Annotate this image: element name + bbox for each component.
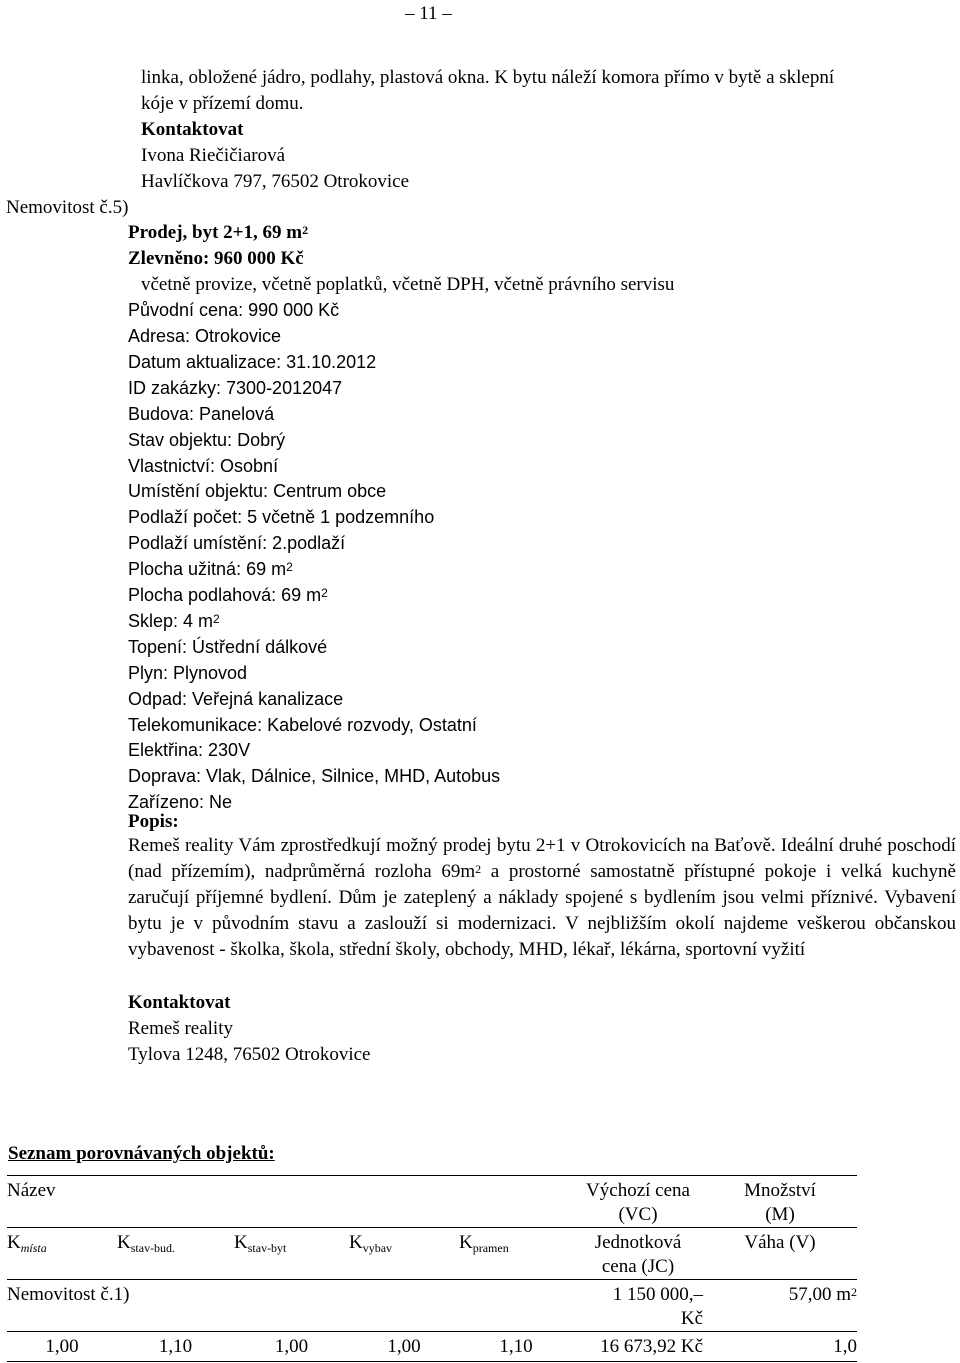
popis-label: Popis: [128, 811, 179, 832]
detail-sup: 2 [286, 560, 293, 575]
row1-name: Nemovitost č.1) [7, 1284, 130, 1305]
detail-text: Umístění objektu: Centrum obce [128, 481, 387, 502]
k-mista-header [7, 1228, 117, 1280]
k-stav-bud-header [117, 1228, 234, 1280]
k-pramen-header [459, 1228, 573, 1280]
detail-line [128, 353, 376, 371]
detail-text: Podlaží počet: 5 včetně 1 podzemního [128, 507, 435, 528]
detail-text: Zařízeno: Ne [128, 792, 233, 813]
property-description [128, 833, 956, 963]
col-name-header: Název [7, 1180, 56, 1201]
k-vybav-header [349, 1228, 459, 1280]
detail-text: ID zakázky: 7300-2012047 [128, 377, 343, 398]
property-includes: včetně provize, včetně poplatků, včetně DPH, včetně právního servisu [141, 274, 675, 295]
unit-price-line-1: Jednotková [594, 1232, 682, 1253]
k-pramen-sub: pramen [472, 1241, 509, 1255]
comparison-heading: Seznam porovnávaných objektů: [8, 1143, 275, 1164]
original-price-text: Původní cena: 990 000 Kč [128, 300, 340, 320]
table-row [7, 1332, 857, 1362]
quantity-line-2: (M) [765, 1204, 795, 1225]
detail-line [128, 379, 342, 397]
detail-text: Vlastnictví: Osobní [128, 455, 279, 476]
detail-line [128, 482, 386, 500]
property-contact-label: Kontaktovat [128, 992, 231, 1013]
detail-line [128, 793, 232, 811]
table-header-row-1 [7, 1176, 857, 1228]
detail-line [128, 690, 343, 708]
detail-text: Plyn: Plynovod [128, 662, 248, 683]
detail-line [128, 716, 477, 734]
row2-k-mista: 1,00 [45, 1336, 79, 1357]
detail-text: Stav objektu: Dobrý [128, 429, 286, 450]
description-part-a: Remeš reality Vám zprostředkují možný prodej bytu 2+1 v Otrokovicích na Baťově. Ideální druhé poschodí (nad přízemím), nadprůměrná rozloha 69m [128, 835, 956, 882]
detail-text: Sklep: 4 m [128, 610, 214, 631]
row1-qty-text: 57,00 m [788, 1284, 852, 1305]
detail-line [128, 741, 250, 759]
row1-price-line-2: Kč [680, 1308, 704, 1329]
detail-sup: 2 [321, 586, 328, 600]
row2-k-vybav: 1,00 [387, 1336, 421, 1357]
row2-weight: 1,0 [833, 1336, 858, 1357]
property-title-text: Prodej, byt 2+1, 69 m [128, 222, 303, 243]
detail-line [128, 612, 220, 630]
property-contact-name: Remeš reality [128, 1018, 233, 1039]
k-mista-sub: místa [20, 1241, 47, 1255]
property-title [128, 223, 308, 242]
detail-text: Odpad: Veřejná kanalizace [128, 688, 344, 709]
table-row [7, 1280, 857, 1332]
detail-text: Elektřina: 230V [128, 740, 251, 761]
table-header-row-2 [7, 1228, 857, 1280]
detail-sup: 2 [213, 611, 220, 626]
col-weight-header: Váha (V) [744, 1232, 816, 1253]
k-letter: K [459, 1232, 473, 1253]
detail-line [128, 767, 500, 785]
row2-k-stav-byt: 1,00 [274, 1336, 309, 1357]
start-price-line-2: (VC) [618, 1204, 658, 1225]
intro-line-2: kóje v přízemí domu. [141, 93, 304, 114]
property-title-sup: 2 [302, 223, 309, 237]
quantity-line-1: Množství [744, 1180, 816, 1201]
row1-price [573, 1280, 703, 1332]
row2-k-pramen: 1,10 [499, 1336, 533, 1357]
row1-qty-sup: 2 [851, 1285, 858, 1299]
col-start-price-header [573, 1176, 703, 1228]
property-label: Nemovitost č.5) [6, 197, 129, 218]
detail-text: Telekomunikace: Kabelové rozvody, Ostatní [128, 714, 477, 735]
detail-line [128, 534, 345, 552]
unit-price-line-2: cena (JC) [601, 1256, 675, 1277]
k-letter: K [7, 1232, 21, 1253]
detail-text: Topení: Ústřední dálkové [128, 636, 328, 657]
property-contact-address: Tylova 1248, 76502 Otrokovice [128, 1044, 371, 1065]
detail-text: Plocha podlahová: 69 m [128, 585, 322, 605]
detail-text: Doprava: Vlak, Dálnice, Silnice, MHD, Autobus [128, 766, 501, 787]
detail-text: Budova: Panelová [128, 403, 275, 424]
detail-text: Adresa: Otrokovice [128, 326, 282, 346]
property-discount: Zlevněno: 960 000 Kč [128, 248, 304, 269]
detail-line [128, 638, 327, 656]
start-price-line-1: Výchozí cena [586, 1180, 690, 1201]
col-unit-price-header [573, 1228, 703, 1280]
detail-line [128, 664, 247, 682]
description-part-b: a prostorné samostatně přístupné pokoje i velká kuchyně zaručují příjemné bydlení. Dům je zateplený a náklady spojené s bydlením jsou velmi příznivé. Vybavení bytu je v původním stavu a zaslouží si modernizaci. V nejbližším okolí najdeme veškerou občanskou vybavenost - školka, škola, střední školy, obchody, MHD, lékař, lékárna, sportovní vyžití [128, 861, 956, 960]
detail-text: Plocha užitná: 69 m [128, 559, 287, 580]
k-letter: K [349, 1232, 363, 1253]
intro-line-1: linka, obložené jádro, podlahy, plastová okna. K bytu náleží komora přímo v bytě a sklepní [141, 67, 835, 88]
row1-quantity [703, 1280, 857, 1332]
detail-line [128, 405, 274, 423]
k-letter: K [117, 1232, 131, 1253]
intro-contact-address: Havlíčkova 797, 76502 Otrokovice [141, 171, 410, 192]
k-stav-bud-sub: stav-bud. [130, 1241, 176, 1255]
k-stav-byt-header [234, 1228, 349, 1280]
k-letter: K [234, 1232, 248, 1253]
detail-line [128, 431, 285, 449]
detail-text: Podlaží umístění: 2.podlaží [128, 533, 346, 554]
intro-contact-label: Kontaktovat [141, 119, 244, 140]
detail-line [128, 327, 281, 345]
detail-line [128, 586, 328, 604]
detail-line [128, 560, 293, 578]
k-stav-byt-sub: stav-byt [247, 1241, 287, 1255]
description-sup: 2 [475, 862, 482, 876]
row1-price-line-1: 1 150 000,– [612, 1284, 704, 1305]
property-original-price [128, 301, 339, 320]
detail-line [128, 508, 434, 526]
detail-line [128, 457, 278, 475]
k-vybav-sub: vybav [362, 1241, 393, 1255]
row2-unit-price: 16 673,92 Kč [600, 1336, 704, 1357]
row2-k-stav-bud: 1,10 [158, 1336, 193, 1357]
intro-contact-name: Ivona Riečičiarová [141, 145, 286, 166]
col-quantity-header [703, 1176, 857, 1228]
page-number: – 11 – [405, 3, 452, 24]
detail-text: Datum aktualizace: 31.10.2012 [128, 351, 377, 372]
comparison-table [7, 1175, 857, 1362]
